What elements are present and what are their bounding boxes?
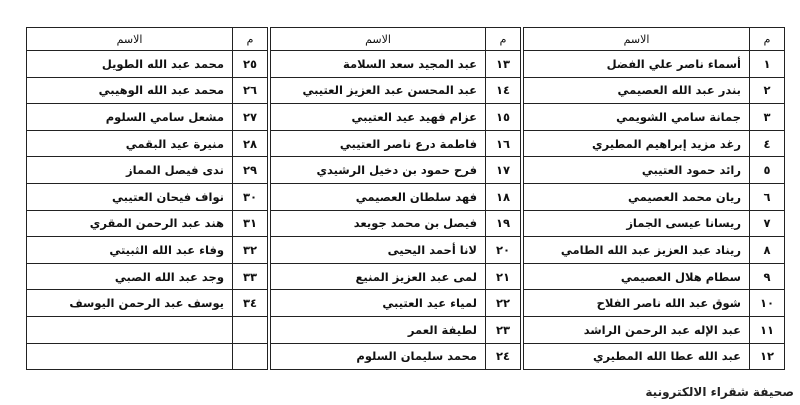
table-row [271, 210, 521, 237]
table-row [271, 77, 521, 104]
student-name: سطام هلال العصيمي [524, 263, 750, 290]
row-number: ٣٢ [233, 237, 268, 264]
student-name: ريسانا عيسى الجماز [524, 210, 750, 237]
table-row [27, 343, 268, 370]
name-column-header: الاسم [271, 28, 486, 51]
row-number: ١٢ [750, 343, 785, 370]
table-row [27, 183, 268, 210]
row-number: ٣٣ [233, 263, 268, 290]
row-number: ١٥ [486, 104, 521, 131]
number-column-header: م [750, 28, 785, 51]
table-row [524, 130, 785, 157]
student-table-1 [523, 27, 785, 370]
student-name: محمد عبد الله الوهيبي [27, 77, 233, 104]
student-name: محمد سليمان السلوم [271, 343, 486, 370]
header-row [524, 28, 785, 51]
table-row [27, 77, 268, 104]
table-row [271, 104, 521, 131]
table-row [271, 290, 521, 317]
name-column-header: الاسم [27, 28, 233, 51]
row-number: ٢٧ [233, 104, 268, 131]
table-body [27, 51, 268, 370]
student-name: ريان محمد العصيمي [524, 183, 750, 210]
row-number: ٥ [750, 157, 785, 184]
row-number: ٣١ [233, 210, 268, 237]
student-name: يوسف عبد الرحمن اليوسف [27, 290, 233, 317]
site-watermark: صحيفة شقراء الالكترونية [645, 385, 794, 399]
row-number [233, 343, 268, 370]
student-name [27, 316, 233, 343]
student-name: جمانة سامي الشويمي [524, 104, 750, 131]
table-row [271, 130, 521, 157]
row-number: ٢٠ [486, 237, 521, 264]
student-name: لطيفة العمر [271, 316, 486, 343]
row-number: ٢٨ [233, 130, 268, 157]
student-name: منيرة عيد البقمي [27, 130, 233, 157]
row-number: ٢٦ [233, 77, 268, 104]
student-name: لانا أحمد اليحيى [271, 237, 486, 264]
student-name: عبد الإله عبد الرحمن الراشد [524, 316, 750, 343]
table-row [271, 51, 521, 78]
table-row [524, 104, 785, 131]
student-table-2 [270, 27, 521, 370]
student-name: عبد الله عطا الله المطيري [524, 343, 750, 370]
row-number: ٩ [750, 263, 785, 290]
table-row [271, 263, 521, 290]
student-name: بندر عبد الله العصيمي [524, 77, 750, 104]
student-name: شوق عبد الله ناصر الفلاح [524, 290, 750, 317]
table-row [27, 210, 268, 237]
student-name: رائد حمود العتيبي [524, 157, 750, 184]
table-row [524, 263, 785, 290]
row-number: ١٠ [750, 290, 785, 317]
student-name: فهد سلطان العصيمي [271, 183, 486, 210]
table-row [271, 183, 521, 210]
row-number: ١٩ [486, 210, 521, 237]
student-name: فاطمة درع ناصر العتيبي [271, 130, 486, 157]
number-column-header: م [486, 28, 521, 51]
row-number: ٣٤ [233, 290, 268, 317]
table-row [271, 237, 521, 264]
student-name: ندى فيصل المماز [27, 157, 233, 184]
table-row [27, 157, 268, 184]
student-name: عبد المحسن عبد العزيز العتيبي [271, 77, 486, 104]
table-row [27, 237, 268, 264]
name-column-header: الاسم [524, 28, 750, 51]
number-column-header: م [233, 28, 268, 51]
table-row [27, 290, 268, 317]
row-number: ٢٩ [233, 157, 268, 184]
table-row [524, 77, 785, 104]
row-number: ٢ [750, 77, 785, 104]
row-number: ٣٠ [233, 183, 268, 210]
row-number: ٤ [750, 130, 785, 157]
row-number: ٦ [750, 183, 785, 210]
row-number: ٢١ [486, 263, 521, 290]
student-name: مشعل سامي السلوم [27, 104, 233, 131]
table-row [271, 343, 521, 370]
table-row [27, 130, 268, 157]
row-number: ٢٥ [233, 51, 268, 78]
table-row [27, 104, 268, 131]
student-name: أسماء ناصر علي الفضل [524, 51, 750, 78]
table-row [524, 183, 785, 210]
row-number: ١١ [750, 316, 785, 343]
student-table-3 [26, 27, 268, 370]
table-row [27, 51, 268, 78]
row-number: ١٨ [486, 183, 521, 210]
row-number: ١٦ [486, 130, 521, 157]
student-name: رغد مزيد إبراهيم المطيري [524, 130, 750, 157]
row-number: ٢٣ [486, 316, 521, 343]
row-number: ١٤ [486, 77, 521, 104]
row-number: ٢٢ [486, 290, 521, 317]
row-number: ١ [750, 51, 785, 78]
row-number: ١٣ [486, 51, 521, 78]
student-name [27, 343, 233, 370]
student-name: لمى عبد العزيز المنيع [271, 263, 486, 290]
row-number: ٢٤ [486, 343, 521, 370]
table-row [271, 316, 521, 343]
table-row [27, 316, 268, 343]
table-body [271, 51, 521, 370]
table-body [524, 51, 785, 370]
table-row [524, 343, 785, 370]
table-row [524, 290, 785, 317]
table-row [271, 157, 521, 184]
student-name: فرح حمود بن دخيل الرشيدي [271, 157, 486, 184]
table-row [524, 157, 785, 184]
student-name: وفاء عبد الله الثبيتي [27, 237, 233, 264]
row-number: ٣ [750, 104, 785, 131]
table-row [524, 51, 785, 78]
student-name: عزام فهيد عيد العتيبي [271, 104, 486, 131]
table-row [524, 237, 785, 264]
student-name: وجد عبد الله الصبي [27, 263, 233, 290]
student-name: ريناد عبد العزيز عبد الله الطامي [524, 237, 750, 264]
header-row [271, 28, 521, 51]
student-name: محمد عبد الله الطويل [27, 51, 233, 78]
row-number: ٨ [750, 237, 785, 264]
table-row [524, 316, 785, 343]
row-number: ١٧ [486, 157, 521, 184]
header-row [27, 28, 268, 51]
student-name: لمياء عيد العتيبي [271, 290, 486, 317]
student-name: فيصل بن محمد جويعد [271, 210, 486, 237]
student-name: نواف فيحان العتيبي [27, 183, 233, 210]
student-name: هند عبد الرحمن المقري [27, 210, 233, 237]
row-number [233, 316, 268, 343]
table-row [524, 210, 785, 237]
student-name: عبد المجيد سعد السلامة [271, 51, 486, 78]
table-row [27, 263, 268, 290]
row-number: ٧ [750, 210, 785, 237]
